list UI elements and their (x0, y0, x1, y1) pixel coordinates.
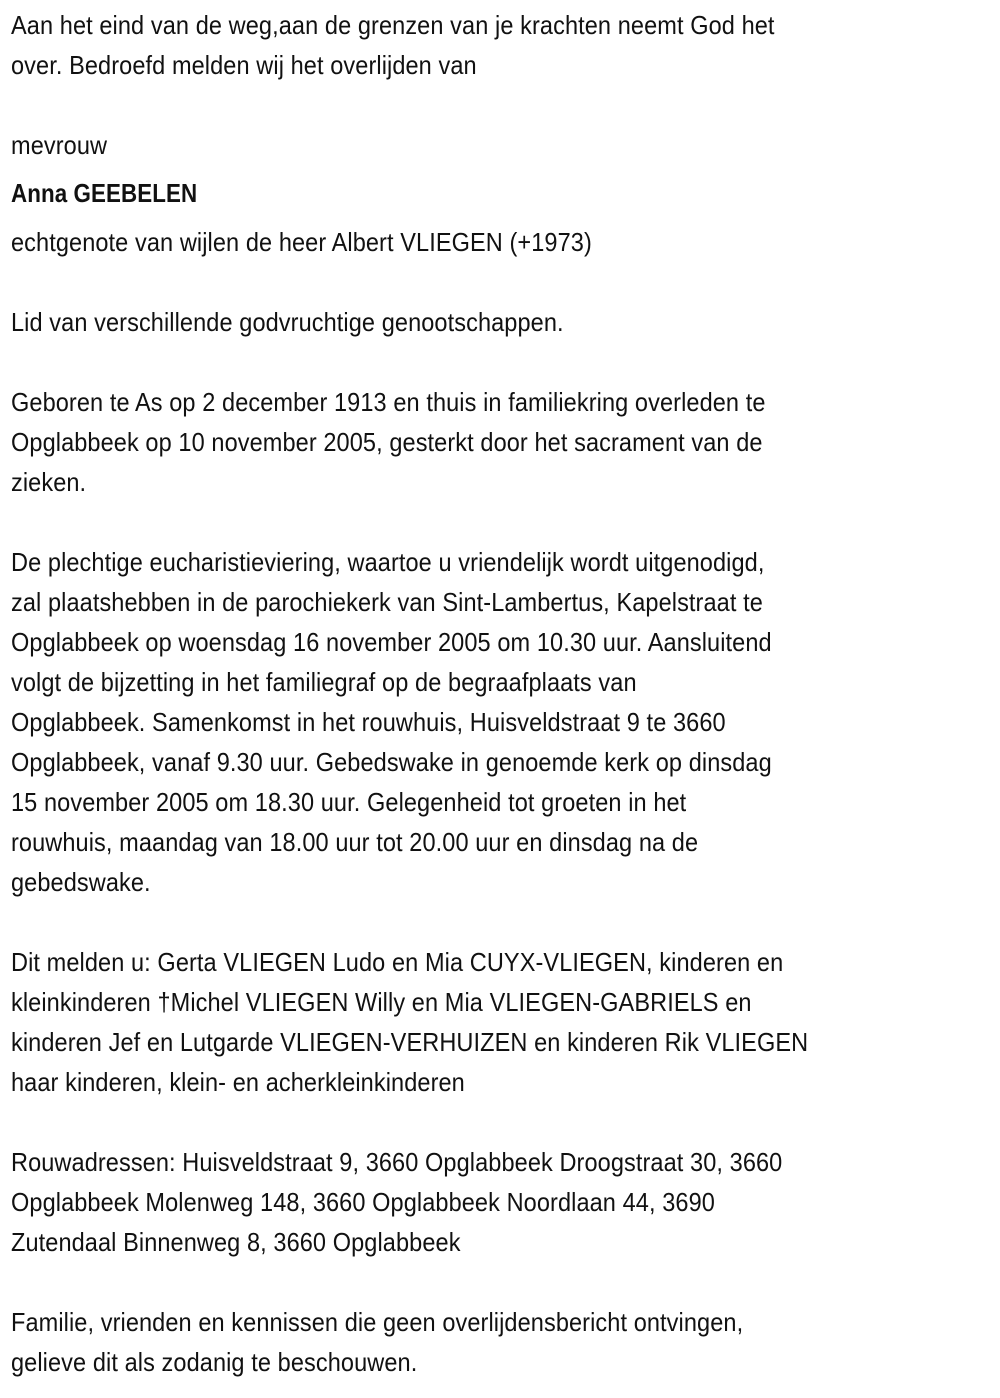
text-line: gelieve dit als zodanig te beschouwen. (11, 1347, 418, 1377)
text-line: rouwhuis, maandag van 18.00 uur tot 20.00 uur en dinsdag na de (11, 827, 699, 857)
text-line: Opglabbeek op woensdag 16 november 2005 om 10.30 uur. Aansluitend (11, 627, 772, 657)
text-line: haar kinderen, klein- en acherkleinkinderen (11, 1067, 465, 1097)
text-line: volgt de bijzetting in het familiegraf op de begraafplaats van (11, 667, 637, 697)
text-line: Opglabbeek Molenweg 148, 3660 Opglabbeek Noordlaan 44, 3690 (11, 1187, 715, 1217)
text-line: Rouwadressen: Huisveldstraat 9, 3660 Opglabbeek Droogstraat 30, 3660 (11, 1147, 783, 1177)
text-line: zal plaatshebben in de parochiekerk van Sint-Lambertus, Kapelstraat te (11, 587, 763, 617)
text-line: Opglabbeek. Samenkomst in het rouwhuis, Huisveldstraat 9 te 3660 (11, 707, 726, 737)
text-line: Opglabbeek op 10 november 2005, gesterkt door het sacrament van de (11, 427, 763, 457)
membership-line: Lid van verschillende godvruchtige genootschappen. (11, 307, 564, 337)
text-line: Zutendaal Binnenweg 8, 3660 Opglabbeek (11, 1227, 461, 1257)
text-line: over. Bedroefd melden wij het overlijden van (11, 50, 477, 80)
text-line: kleinkinderen †Michel VLIEGEN Willy en Mia VLIEGEN-GABRIELS en (11, 987, 752, 1017)
text-line: Dit melden u: Gerta VLIEGEN Ludo en Mia CUYX-VLIEGEN, kinderen en (11, 947, 784, 977)
deceased-name: Anna GEEBELEN (11, 178, 198, 208)
spouse-line: echtgenote van wijlen de heer Albert VLIEGEN (+1973) (11, 227, 592, 257)
honorific: mevrouw (11, 130, 108, 160)
text-line: Aan het eind van de weg,aan de grenzen van je krachten neemt God het (11, 10, 775, 40)
text-line: zieken. (11, 467, 87, 497)
text-line: gebedswake. (11, 867, 151, 897)
text-line: De plechtige eucharistieviering, waartoe u vriendelijk wordt uitgenodigd, (11, 547, 765, 577)
text-line: kinderen Jef en Lutgarde VLIEGEN-VERHUIZEN en kinderen Rik VLIEGEN (11, 1027, 809, 1057)
text-line: 15 november 2005 om 18.30 uur. Gelegenheid tot groeten in het (11, 787, 687, 817)
text-line: Opglabbeek, vanaf 9.30 uur. Gebedswake in genoemde kerk op dinsdag (11, 747, 772, 777)
text-line: Familie, vrienden en kennissen die geen overlijdensbericht ontvingen, (11, 1307, 744, 1337)
text-line: Geboren te As op 2 december 1913 en thuis in familiekring overleden te (11, 387, 766, 417)
